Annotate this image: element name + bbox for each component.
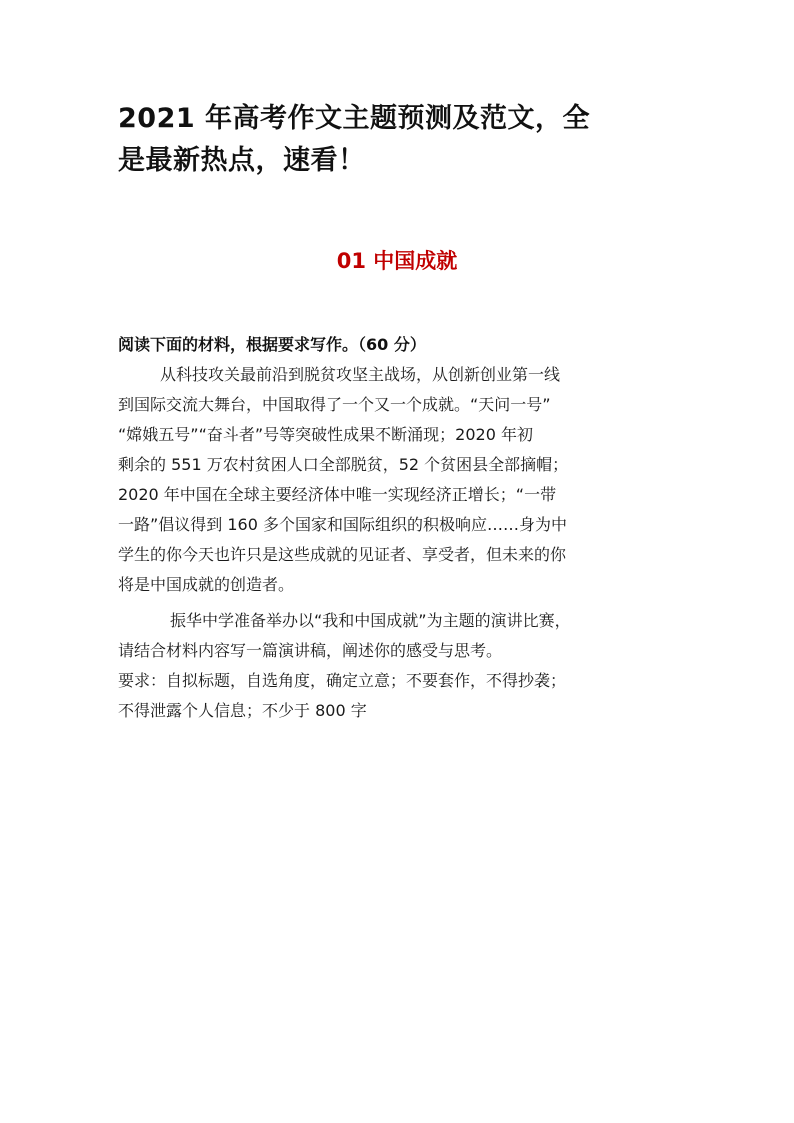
requirements-paragraph (118, 666, 676, 726)
material-line: 一路”倡议得到 160 多个国家和国际组织的积极响应……身为中 (118, 515, 568, 534)
material-paragraph (118, 360, 676, 600)
requirement-line: 要求：自拟标题，自选角度，确定立意；不要套作，不得抄袭； (118, 671, 567, 690)
requirement-line: 不得泄露个人信息；不少于 800 字 (118, 701, 367, 720)
material-line: 2020 年中国在全球主要经济体中唯一实现经济正增长；“一带 (118, 485, 557, 504)
writing-prompt: 阅读下面的材料，根据要求写作。（60 分） (118, 335, 426, 354)
material-line: 从科技攻关最前沿到脱贫攻坚主战场，从创新创业第一线 (160, 365, 561, 384)
task-line: 请结合材料内容写一篇演讲稿，阐述你的感受与思考。 (118, 641, 503, 660)
section-heading: 01 中国成就 (336, 249, 458, 273)
material-line: 学生的你今天也许只是这些成就的见证者、享受者，但未来的你 (118, 545, 567, 564)
document-title (118, 0, 676, 182)
title-line-2: 是最新热点，速看！ (118, 145, 366, 176)
material-line: 剩余的 551 万农村贫困人口全部脱贫，52 个贫困县全部摘帽； (118, 455, 569, 474)
material-line: “嫦娥五号”“奋斗者”号等突破性成果不断涌现；2020 年初 (118, 425, 533, 444)
material-line: 将是中国成就的创造者。 (118, 575, 295, 594)
task-paragraph (118, 606, 676, 666)
material-line: 到国际交流大舞台，中国取得了一个又一个成就。“天问一号” (118, 395, 551, 414)
title-line-1: 2021 年高考作文主题预测及范文，全 (118, 103, 591, 134)
task-line: 振华中学准备举办以“我和中国成就”为主题的演讲比赛， (170, 611, 571, 630)
